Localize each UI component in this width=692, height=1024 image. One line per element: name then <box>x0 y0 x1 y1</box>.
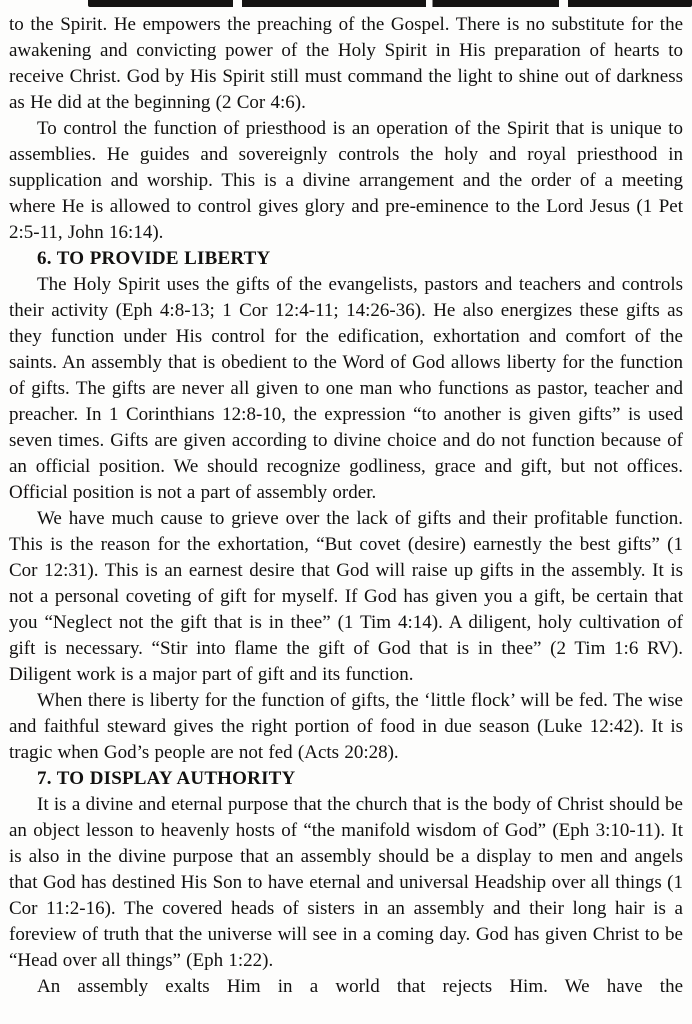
section-heading-6: 6. TO PROVIDE LIBERTY <box>37 248 271 269</box>
paragraph: We have much cause to grieve over the lack of gifts and their profitable function. This is the reason for the exhortation, “But covet (desire) earnestly the best gifts” (1 Cor 12:31). This is an earnest desire that God will raise up gifts in the assembly. It is not a personal coveting of gift for myself. If God has given you a gift, be certain that you “Neglect not the gift that is in thee” (1 Tim 4:14). A diligent, holy cultivation of gift is necessary. “Stir into flame the gift of God that is in thee” (2 Tim 1:6 RV). Diligent work is a major part of gift and its function. <box>9 508 683 685</box>
paragraph: When there is liberty for the function of gifts, the ‘little flock’ will be fed. The wise and faithful steward gives the right portion of food in due season (Luke 12:42). It is tragic when God’s people are not fed (Acts 20:28). <box>9 690 683 763</box>
paragraph: It is a divine and eternal purpose that the church that is the body of Christ should be an object lesson to heavenly hosts of “the manifold wisdom of God” (Eph 3:10-11). It is also in the divine purpose that an assembly should be a display to men and angels that God has destined His Son to have eternal and universal Headship over all things (1 Cor 11:2-16). The covered heads of sisters in an assembly and their long hair is a foreview of truth that the universe will see in a coming day. God has given Christ to be “Head over all things” (Eph 1:22). <box>9 794 683 971</box>
section-heading-7: 7. TO DISPLAY AUTHORITY <box>37 768 296 789</box>
scan-artifact-top <box>88 0 692 7</box>
paragraph-cutoff: An assembly exalts Him in a world that rejects Him. We have the <box>37 976 683 997</box>
paragraph: The Holy Spirit uses the gifts of the evangelists, pastors and teachers and controls their activity (Eph 4:8-13; 1 Cor 12:4-11; 14:26-36). He also energizes these gifts as they function under His control for the edification, exhortation and comfort of the saints. An assembly that is obedient to the Word of God allows liberty for the function of gifts. The gifts are never all given to one man who functions as pastor, teacher and preacher. In 1 Corinthians 12:8-10, the expression “to another is given gifts” is used seven times. Gifts are given according to divine choice and do not function because of an official position. We should recognize godliness, grace and gift, but not offices. Official position is not a part of assembly order. <box>9 274 683 503</box>
paragraph-continuation: to the Spirit. He empowers the preaching of the Gospel. There is no substitute for the awakening and convicting power of the Holy Spirit in His preparation of hearts to receive Christ. God by His Spirit still must command the light to shine out of darkness as He did at the beginning (2 Cor 4:6). <box>9 14 683 113</box>
paragraph: To control the function of priesthood is an operation of the Spirit that is unique to assemblies. He guides and sovereignly controls the holy and royal priesthood in supplication and worship. This is a divine arrangement and the order of a meeting where He is allowed to control gives glory and pre-eminence to the Lord Jesus (1 Pet 2:5-11, John 16:14). <box>9 118 683 243</box>
